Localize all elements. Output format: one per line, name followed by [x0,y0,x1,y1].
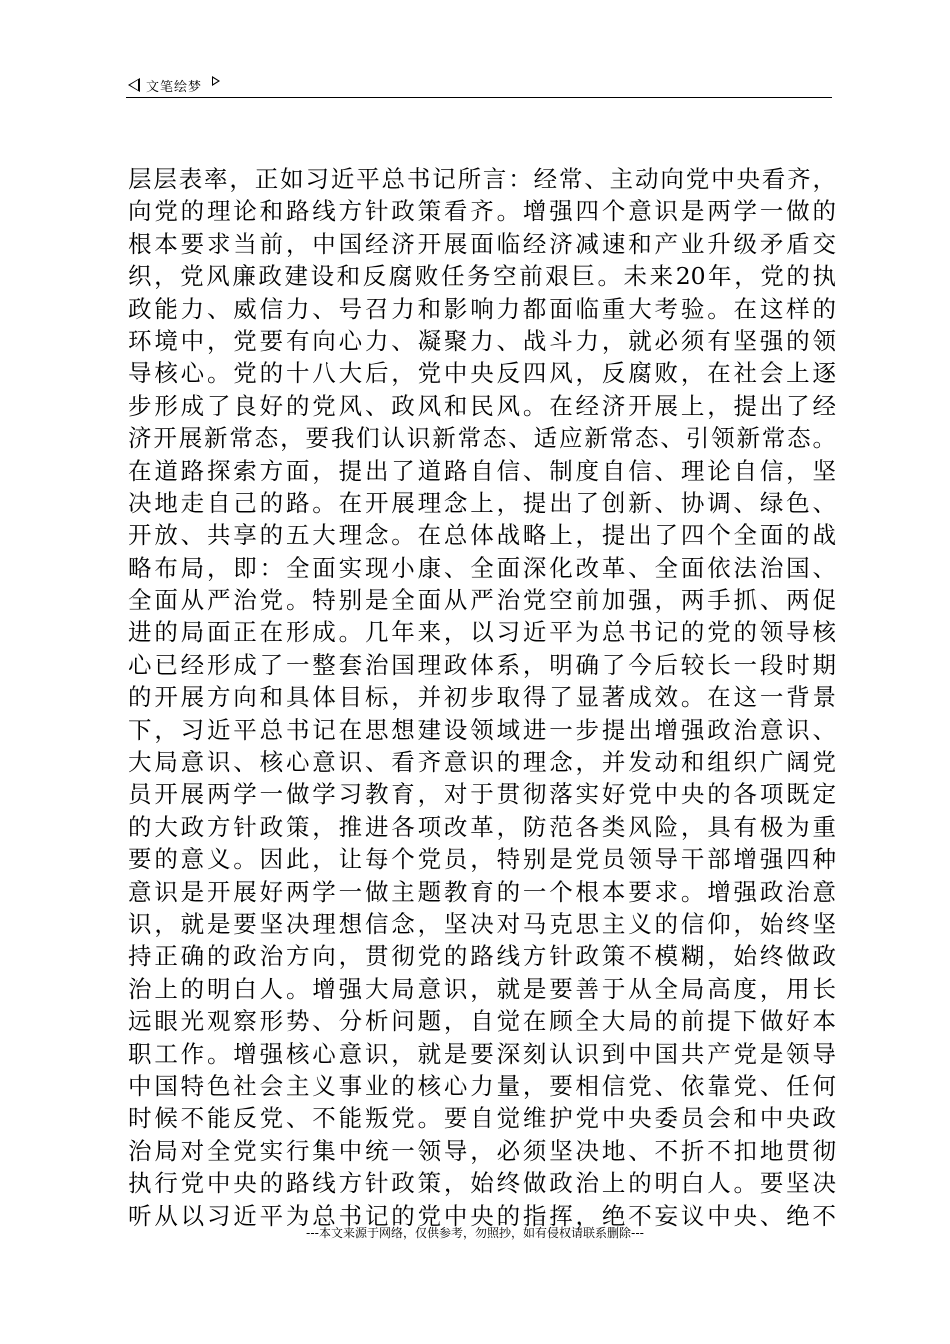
body-line: 开放、共享的五大理念。在总体战略上，提出了四个全面的战 [128,521,836,550]
body-line: 执行党中央的路线方针政策，始终做政治上的明白人。要坚决 [128,1169,836,1198]
body-line: 环境中，党要有向心力、凝聚力、战斗力，就必须有坚强的领 [128,326,836,355]
body-line: 员开展两学一做学习教育，对于贯彻落实好党中央的各项既定 [128,780,836,809]
body-line: 步形成了良好的党风、政风和民风。在经济开展上，提出了经 [128,391,836,420]
body-line: 层层表率，正如习近平总书记所言：经常、主动向党中央看齐， [128,165,836,193]
body-line: 意识是开展好两学一做主题教育的一个根本要求。增强政治意 [128,877,836,906]
body-line: 政能力、威信力、号召力和影响力都面临重大考验。在这样的 [128,294,836,323]
body-line: 中国特色社会主义事业的核心力量，要相信党、依靠党、任何 [128,1071,836,1100]
body-line: 心已经形成了一整套治国理政体系，明确了今后较长一段时期 [128,650,836,679]
header-divider [126,97,832,98]
document-body [128,163,836,1232]
body-line: 持正确的政治方向，贯彻党的路线方针政策不模糊，始终做政 [128,942,836,971]
body-line: 根本要求当前，中国经济开展面临经济减速和产业升级矛盾交 [128,229,836,258]
header-brand: 文笔绘梦 [146,79,203,95]
page-header [128,74,220,96]
body-line: 导核心。党的十八大后，党中央反四风，反腐败，在社会上逐 [128,359,836,388]
body-line: 全面从严治党。特别是全面从严治党空前加强，两手抓、两促 [128,586,836,615]
body-line: 要的意义。因此，让每个党员，特别是党员领导干部增强四种 [128,845,836,874]
body-line: 听从以习近平为总书记的党中央的指挥，绝不妄议中央、绝不 [128,1201,836,1230]
triangle-left-icon [128,78,140,92]
body-line: 时候不能反党、不能叛党。要自觉维护党中央委员会和中央政 [128,1104,836,1133]
body-line: 略布局，即：全面实现小康、全面深化改革、全面依法治国、 [128,553,836,582]
body-line: 职工作。增强核心意识，就是要深刻认识到中国共产党是领导 [128,1039,836,1068]
body-line: 治局对全党实行集中统一领导，必须坚决地、不折不扣地贯彻 [128,1136,836,1165]
triangle-right-icon [212,76,220,86]
body-line: 济开展新常态，要我们认识新常态、适应新常态、引领新常态。 [128,424,836,453]
body-line: 在道路探索方面，提出了道路自信、制度自信、理论自信，坚 [128,456,836,485]
body-line: 治上的明白人。增强大局意识，就是要善于从全局高度，用长 [128,974,836,1003]
body-line: 进的局面正在形成。几年来，以习近平为总书记的党的领导核 [128,618,836,647]
body-line: 决地走自己的路。在开展理念上，提出了创新、协调、绿色、 [128,488,836,517]
footer-notice: ---本文来源于网络，仅供参考，勿照抄，如有侵权请联系删除--- [306,1226,644,1240]
body-line: 的大政方针政策，推进各项改革，防范各类风险，具有极为重 [128,812,836,841]
body-line: 织，党风廉政建设和反腐败任务空前艰巨。未来20年，党的执 [128,262,836,291]
body-line: 远眼光观察形势、分析问题，自觉在顾全大局的前提下做好本 [128,1007,836,1036]
body-line: 识，就是要坚决理想信念，坚决对马克思主义的信仰，始终坚 [128,909,836,938]
body-line: 大局意识、核心意识、看齐意识的理念，并发动和组织广阔党 [128,748,836,777]
body-line: 向党的理论和路线方针政策看齐。增强四个意识是两学一做的 [128,197,836,226]
body-line: 的开展方向和具体目标，并初步取得了显著成效。在这一背景 [128,683,836,712]
body-line: 下，习近平总书记在思想建设领域进一步提出增强政治意识、 [128,715,836,744]
